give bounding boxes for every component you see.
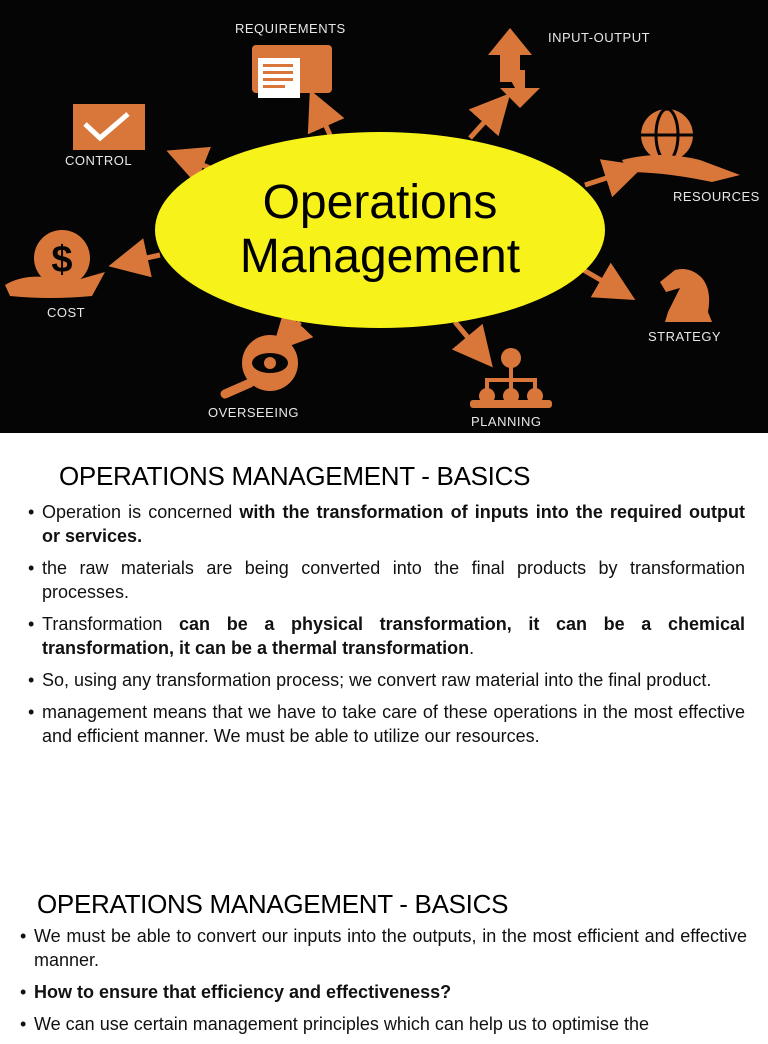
section1-bullet: • Operation is concerned with the transformation of inputs into the required output or services. — [28, 500, 745, 548]
section2-title: OPERATIONS MANAGEMENT - BASICS — [37, 889, 509, 919]
up-down-arrows-icon — [488, 28, 540, 108]
section1-bullet: • Transformation can be a physical transformation, it can be a chemical transformation, it can be a thermal transformation. — [28, 612, 745, 660]
section1-bullet: • the raw materials are being converted into the final products by transformation processes. — [28, 556, 745, 604]
section2-bullet: • We must be able to convert our inputs into the outputs, in the most efficient and effective manner. — [20, 924, 747, 972]
section1-bullet: • So, using any transformation process; we convert raw material into the final product. — [28, 668, 745, 692]
globe-in-hand-icon — [622, 109, 740, 182]
center-title-line1: Operations — [262, 176, 498, 229]
hero-diagram — [0, 0, 768, 433]
label-overseeing: OVERSEEING — [208, 405, 299, 420]
label-cost: COST — [47, 305, 86, 320]
center-title-line2: Management — [239, 230, 521, 283]
org-chart-icon — [470, 348, 552, 408]
dollar-in-hand-icon — [5, 230, 105, 298]
clipboard-icon — [252, 45, 332, 98]
label-resources: RESOURCES — [673, 189, 760, 204]
svg-text:$: $ — [51, 239, 73, 281]
section2-bullet: • How to ensure that efficiency and effectiveness? — [20, 980, 747, 1004]
section2-bullet: • We can use certain management principles which can help us to optimise the — [20, 1012, 747, 1036]
section1-bullets — [28, 500, 745, 756]
label-input-output: INPUT-OUTPUT — [548, 30, 651, 45]
magnifier-eye-icon — [225, 335, 298, 394]
section1-bullet: • management means that we have to take care of these operations in the most effective and efficient manner. We must be able to utilize our resources. — [28, 700, 745, 748]
label-planning: PLANNING — [471, 414, 542, 429]
label-requirements: REQUIREMENTS — [235, 21, 346, 36]
label-control: CONTROL — [65, 153, 133, 168]
label-strategy: STRATEGY — [648, 329, 722, 344]
checkmark-icon — [73, 104, 145, 150]
section2-bullets — [20, 924, 747, 1044]
section1-title: OPERATIONS MANAGEMENT - BASICS — [59, 461, 531, 491]
center-title — [155, 132, 605, 328]
chess-knight-icon — [660, 269, 712, 322]
